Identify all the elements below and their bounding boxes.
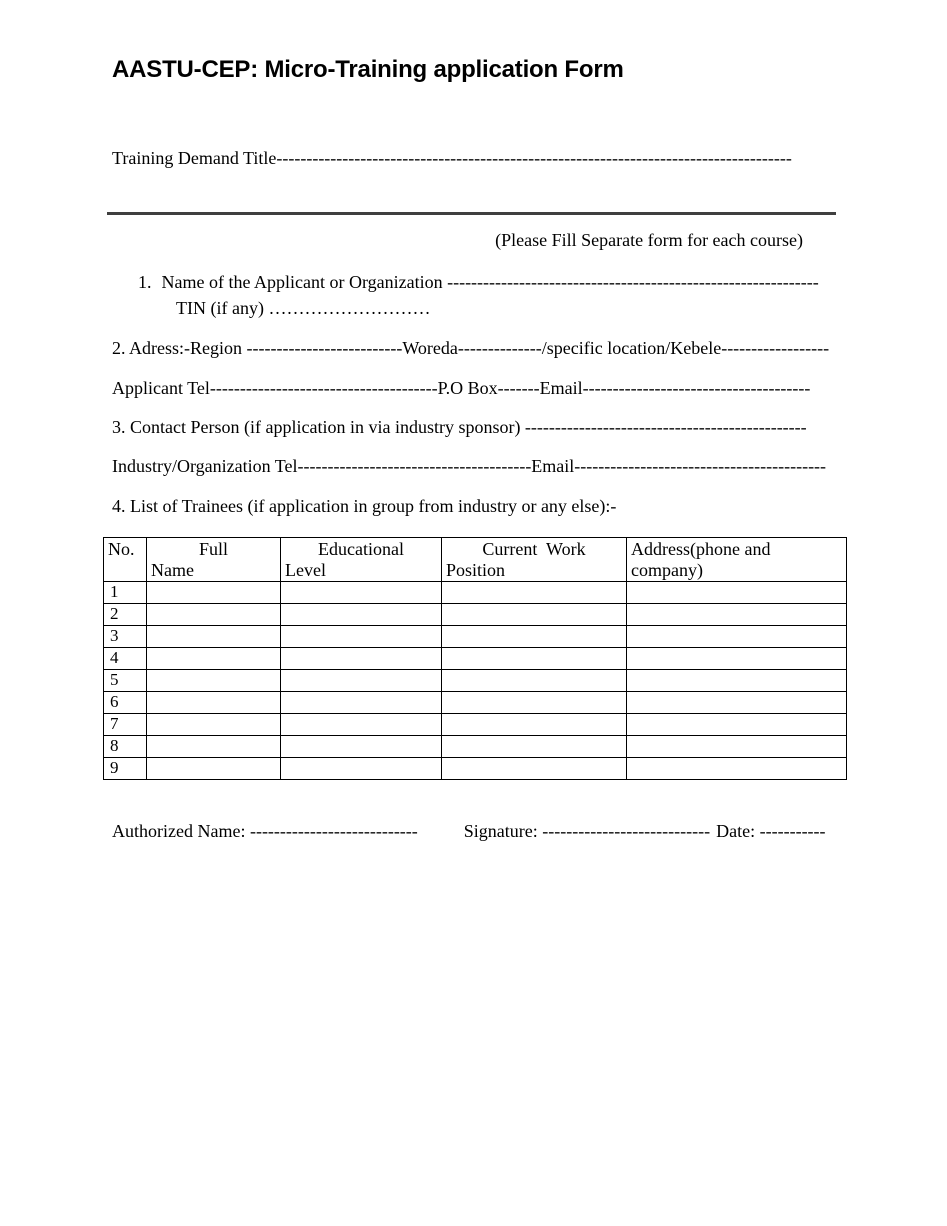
address-cell (627, 692, 847, 714)
col-header-work-position: Current Work Position (442, 538, 627, 582)
training-demand-line: Training Demand Title-------------------------------------------------------------------------------------- (112, 148, 792, 168)
work-position-cell (442, 714, 627, 736)
address-cell (627, 670, 847, 692)
full-name-cell (147, 582, 281, 604)
signature-footer (112, 821, 826, 842)
table-row (104, 604, 847, 626)
row-number-cell: 4 (104, 648, 147, 670)
col-header-full-name: Full Name (147, 538, 281, 582)
row-number-cell: 8 (104, 736, 147, 758)
educational-level-cell (281, 604, 442, 626)
address-cell (627, 758, 847, 780)
table-row (104, 582, 847, 604)
col-header-educational-level: Educational Level (281, 538, 442, 582)
address-cell (627, 736, 847, 758)
col-header-no: No. (104, 538, 147, 582)
educational-level-cell (281, 648, 442, 670)
educational-level-cell (281, 692, 442, 714)
work-position-cell (442, 736, 627, 758)
full-name-cell (147, 670, 281, 692)
signature-label: Signature: ---------------------------- (463, 821, 711, 841)
work-position-cell (442, 648, 627, 670)
full-name-cell (147, 714, 281, 736)
applicant-tel-line: Applicant Tel--------------------------------------P.O Box-------Email-------------------------------------- (112, 378, 811, 398)
applicant-name-text: Name of the Applicant or Organization -------------------------------------------------------------- (161, 272, 819, 292)
educational-level-cell (281, 670, 442, 692)
table-row (104, 758, 847, 780)
horizontal-divider (107, 212, 836, 215)
date-label: Date: ----------- (716, 821, 826, 841)
educational-level-cell (281, 626, 442, 648)
row-number-cell: 1 (104, 582, 147, 604)
industry-tel-line: Industry/Organization Tel---------------------------------------Email------------------------------------------ (112, 456, 827, 476)
row-number-cell: 2 (104, 604, 147, 626)
work-position-cell (442, 582, 627, 604)
col-header-address: Address(phone and company) (627, 538, 847, 582)
table-row (104, 626, 847, 648)
full-name-cell (147, 604, 281, 626)
educational-level-cell (281, 582, 442, 604)
full-name-cell (147, 626, 281, 648)
educational-level-cell (281, 758, 442, 780)
work-position-cell (442, 604, 627, 626)
work-position-cell (442, 626, 627, 648)
table-header-row (104, 538, 847, 582)
work-position-cell (442, 758, 627, 780)
full-name-cell (147, 692, 281, 714)
educational-level-cell (281, 736, 442, 758)
educational-level-cell (281, 714, 442, 736)
row-number-cell: 3 (104, 626, 147, 648)
row-number-cell: 6 (104, 692, 147, 714)
full-name-cell (147, 736, 281, 758)
tin-line: TIN (if any) ……………………… (176, 298, 431, 318)
address-cell (627, 582, 847, 604)
work-position-cell (442, 692, 627, 714)
separate-form-note: (Please Fill Separate form for each course) (495, 230, 803, 250)
table-row (104, 670, 847, 692)
row-number-cell: 9 (104, 758, 147, 780)
row-number-cell: 5 (104, 670, 147, 692)
list-number: 1. (138, 272, 152, 292)
address-cell (627, 604, 847, 626)
table-row (104, 692, 847, 714)
address-cell (627, 626, 847, 648)
work-position-cell (442, 670, 627, 692)
address-line: 2. Adress:-Region --------------------------Woreda--------------/specific location/Kebele------------------ (112, 338, 830, 358)
authorized-name-label: Authorized Name: ---------------------------- (112, 821, 418, 841)
address-cell (627, 648, 847, 670)
contact-person-line: 3. Contact Person (if application in via industry sponsor) ----------------------------------------------- (112, 417, 807, 437)
table-row (104, 736, 847, 758)
full-name-cell (147, 758, 281, 780)
table-row (104, 714, 847, 736)
row-number-cell: 7 (104, 714, 147, 736)
table-row (104, 648, 847, 670)
applicant-name-line (138, 272, 819, 293)
full-name-cell (147, 648, 281, 670)
document-title: AASTU-CEP: Micro-Training application Form (112, 56, 624, 83)
address-cell (627, 714, 847, 736)
trainee-table (103, 537, 847, 780)
trainee-list-heading: 4. List of Trainees (if application in group from industry or any else):- (112, 496, 617, 516)
